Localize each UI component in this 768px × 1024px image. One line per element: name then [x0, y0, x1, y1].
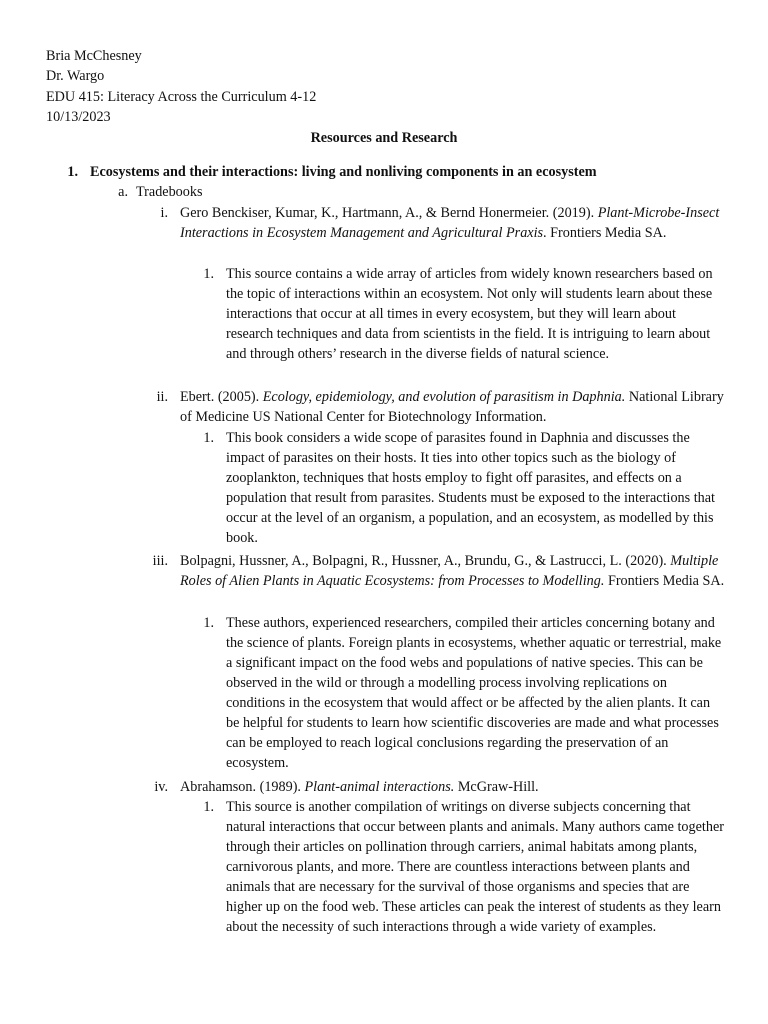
citation-authors: Bolpagni, Hussner, A., Bolpagni, R., Hussner, A., Brundu, G., & Lastrucci, L. (2020). [180, 553, 671, 569]
citation-title: Plant-animal interactions. [304, 779, 455, 795]
citation-publisher: . Frontiers Media SA. [543, 225, 667, 241]
section-number: 1. [67, 164, 78, 180]
citation-authors: Abrahamson. (1989). [180, 779, 305, 795]
citation-title: Multiple Roles of Alien Plants in Aquatic Ecosystems: from Processes to Modelling. [180, 553, 719, 589]
instructor-name: Dr. Wargo [46, 68, 105, 84]
source-numeral: i. [160, 205, 168, 221]
source-citation [180, 203, 726, 243]
source-numeral: ii. [156, 389, 168, 405]
subsection-letter: a. [118, 184, 128, 200]
source-note: These authors, experienced researchers, compiled their articles concerning botany and the science of plants. Foreign plants in ecosystems, whether aquatic or terrestrial, make a significant impact on the food webs and populations of native species. This can be observed in the wild or through a modelling process involving replications on conditions in the ecosystem that would affect or be affected by the alien plants. It can be helpful for students to learn how scientific discoveries are made and what processes can be employed to reach logical conclusions regarding the preservation of an ecosystem. [226, 615, 722, 771]
citation-title: Plant-Microbe-Insect Interactions in Ecosystem Management and Agricultural Praxis [180, 205, 720, 241]
source-note: This source is another compilation of writings on diverse subjects concerning that natural interactions that occur between plants and animals. Many authors came together through their articles on pollination through carriers, animal habitats among plants, carnivorous plants, and more. There are countless interactions between plants and animals that are necessary for the survival of those organisms and species that are higher up on the food web. These articles can peak the interest of students as they learn about the necessity of such interactions through a wide variety of examples. [226, 799, 724, 935]
section-heading: Ecosystems and their interactions: living and nonliving components in an ecosystem [90, 164, 597, 180]
note-number: 1. [203, 430, 214, 446]
student-name: Bria McChesney [46, 48, 142, 64]
citation-authors: Gero Benckiser, Kumar, K., Hartmann, A., & Bernd Honermeier. (2019). [180, 205, 598, 221]
document-date: 10/13/2023 [46, 109, 111, 125]
page-title: Resources and Research [310, 130, 458, 146]
source-numeral: iv. [154, 779, 168, 795]
source-note: This book considers a wide scope of parasites found in Daphnia and discusses the impact of parasites on their hosts. It ties into other topics such as the biology of zooplankton, techniques that hosts employ to fight off parasites, and effects on a population that result from parasites. Students must be exposed to the interactions that occur at the level of an organism, a population, and an ecosystem, as modelled by this book. [226, 430, 715, 546]
source-citation [180, 387, 726, 427]
citation-publisher: National Library of Medicine US National Center for Biotechnology Information. [180, 389, 724, 425]
note-number: 1. [203, 799, 214, 815]
source-citation [180, 551, 726, 591]
source-note: This source contains a wide array of articles from widely known researchers based on the topic of interactions within an ecosystem. Not only will students learn about these interactions that occur at all times in every ecosystem, but they will learn about research techniques and data from scientists in the field. It is intriguing to learn about and through others’ research in the diverse fields of natural science. [226, 266, 713, 362]
citation-title: Ecology, epidemiology, and evolution of parasitism in Daphnia. [262, 389, 626, 405]
note-number: 1. [203, 615, 214, 631]
source-citation [180, 777, 726, 797]
citation-publisher: McGraw-Hill. [454, 779, 539, 795]
course-name: EDU 415: Literacy Across the Curriculum 4-12 [46, 89, 317, 105]
subsection-label: Tradebooks [136, 184, 203, 200]
source-numeral: iii. [152, 553, 168, 569]
note-number: 1. [203, 266, 214, 282]
citation-authors: Ebert. (2005). [180, 389, 263, 405]
citation-publisher: Frontiers Media SA. [604, 573, 725, 589]
